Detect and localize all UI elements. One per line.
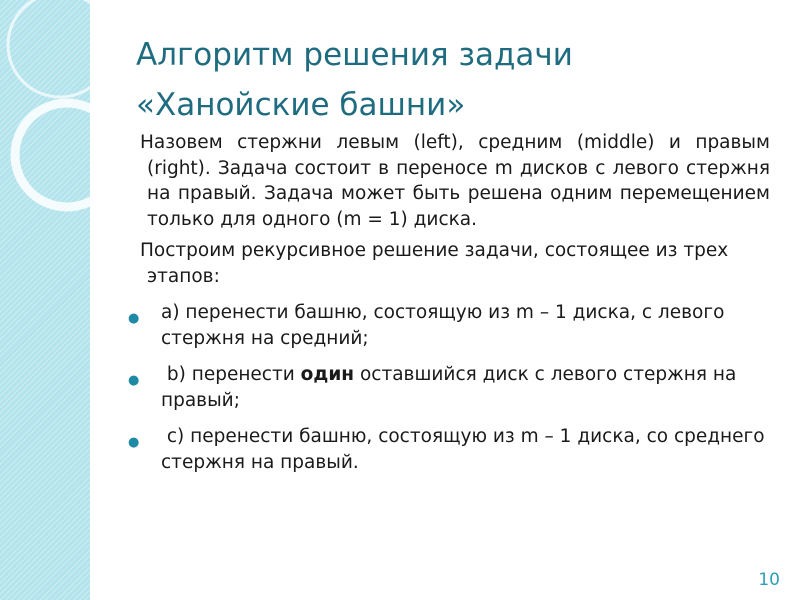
bullet-dot-icon: ● (128, 373, 140, 388)
bullet-step-c-text: c) перенести башню, состоящую из m – 1 диска, со среднего стержня на правый. (161, 426, 771, 473)
title-line-1: Алгоритм решения задачи (136, 37, 573, 73)
bullet-step-a (128, 300, 770, 351)
paragraph-plan: Построим рекурсивное решение задачи, состоящее из трех этапов: (140, 240, 729, 287)
bullet-step-b-text-start: b) перенести (161, 364, 301, 385)
bullet-step-b-text-end: оставшийся диск с левого стержня на правый; (161, 364, 737, 411)
page-number: 10 (758, 570, 780, 590)
bullet-step-b-emphasis: один (300, 364, 355, 385)
bullet-step-a-text: a) перенести башню, состоящую из m – 1 диска, с левого стержня на средний; (161, 302, 725, 349)
bullet-step-c (128, 424, 771, 475)
slide-title (136, 30, 776, 130)
bullet-dot-icon: ● (128, 311, 140, 326)
bullet-step-b (128, 362, 770, 413)
decorative-circles (0, 0, 140, 220)
bullet-dot-icon: ● (128, 435, 140, 450)
title-line-2: «Ханойские башни» (136, 87, 466, 123)
paragraph-intro: Назовем стержни левым (left), средним (middle) и правым (right). Задача состоит в переносе m дисков с левого стержня на правый. Задача может быть решена одним перемещением только для одного (m = 1) диска. (140, 132, 770, 230)
slide-body (128, 130, 771, 475)
